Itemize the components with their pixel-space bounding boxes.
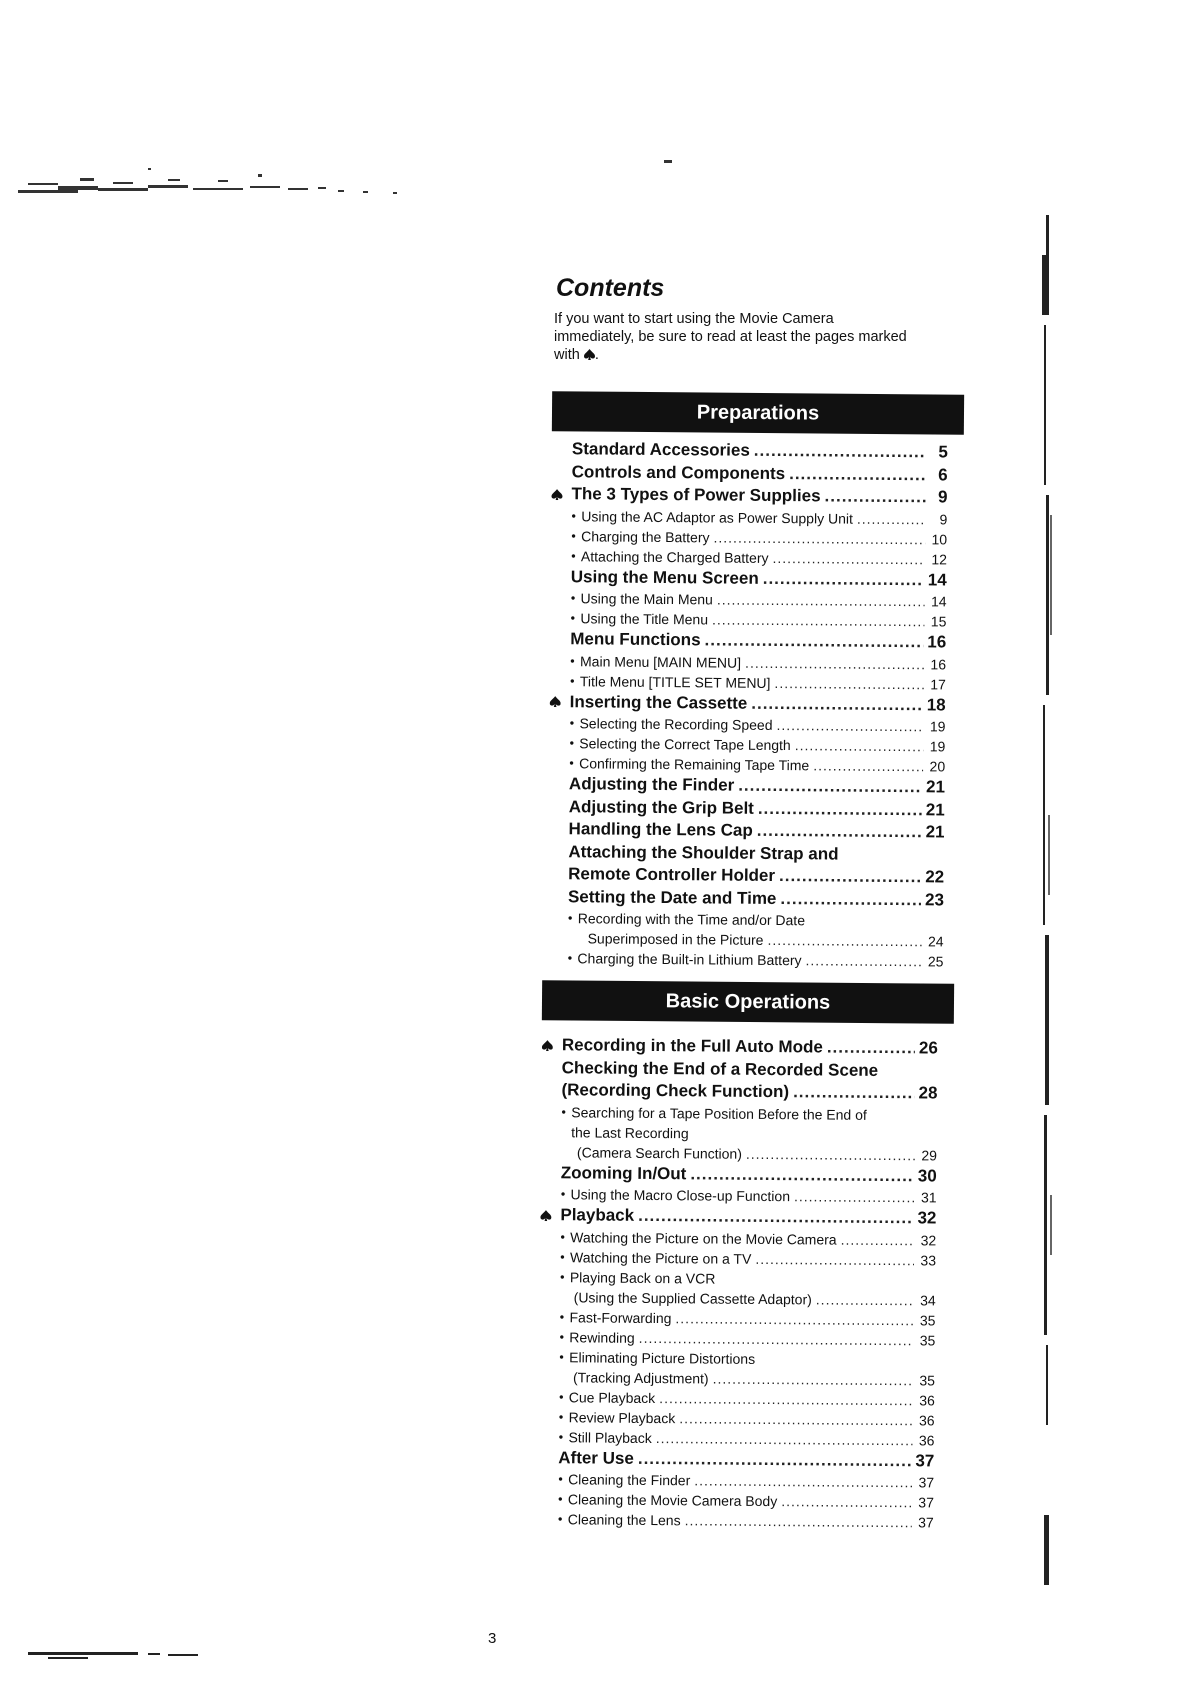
entry-page: 14 [927, 569, 947, 589]
entry-page: 29 [921, 1146, 938, 1163]
entry-page: 5 [938, 442, 948, 462]
entry-page: 36 [918, 1431, 935, 1448]
entry-page: 14 [930, 593, 947, 610]
toc-subentry[interactable] [534, 1509, 934, 1532]
entry-title: Inserting the Cassette [569, 691, 748, 713]
entry-title: ● Watching the Picture on the Movie Camera [570, 1228, 837, 1248]
entry-title: ● Still Playback [568, 1428, 652, 1446]
entry-title: ● Cleaning the Finder [568, 1471, 691, 1489]
entry-page: 21 [925, 822, 945, 842]
page-number: 3 [488, 1630, 497, 1647]
entry-page: 6 [938, 464, 948, 484]
entry-page: 32 [917, 1208, 937, 1228]
entry-page: 21 [925, 777, 946, 797]
entry-title: (Using the Supplied Cassette Adaptor) [573, 1288, 812, 1307]
entry-page: 10 [931, 530, 948, 547]
page-title: Contents [556, 274, 665, 302]
toc-entry[interactable] [544, 840, 944, 888]
entry-page: 21 [925, 799, 945, 819]
entry-title-line-1: Attaching the Shoulder Strap and [568, 841, 839, 864]
entry-title: Playback [560, 1205, 635, 1225]
entry-title: Setting the Date and Time [567, 886, 777, 908]
entry-title: ● Using the Macro Close-up Function [570, 1186, 791, 1205]
entry-page: 31 [920, 1189, 937, 1206]
entry-page: 16 [930, 655, 947, 672]
section-header-basic-operations: Basic Operations [542, 980, 954, 1024]
toc-subentry[interactable] [543, 948, 943, 971]
entry-page: 33 [920, 1251, 937, 1268]
entry-page: 35 [919, 1311, 936, 1328]
entry-title: ● Title Menu [TITLE SET MENU] [579, 672, 771, 691]
entry-page: 23 [924, 889, 945, 909]
spade-marker-icon [584, 349, 595, 360]
entry-title: Controls and Components [571, 461, 786, 483]
entry-title: ● Using the Main Menu [580, 590, 713, 608]
entry-page: 37 [918, 1474, 935, 1491]
entry-page: 15 [930, 613, 947, 630]
entry-title: Zooming In/Out [560, 1162, 687, 1183]
entry-title: ● Fast-Forwarding [569, 1308, 672, 1326]
entry-page: 19 [929, 718, 946, 735]
entry-page: 37 [918, 1494, 934, 1511]
entry-page: 36 [918, 1411, 935, 1428]
entry-title-line-1: ● Eliminating Picture Distortions [569, 1348, 756, 1367]
entry-title: Handling the Lens Cap [568, 819, 753, 840]
entry-page: 26 [918, 1038, 938, 1058]
toc-subentry[interactable] [535, 1346, 935, 1389]
entry-title: (Recording Check Function) [561, 1080, 790, 1102]
entry-title: ● Cleaning the Movie Camera Body [567, 1491, 778, 1510]
entry-title: ● Using the Title Menu [580, 610, 709, 628]
entry-title: (Camera Search Function) [576, 1143, 742, 1162]
toc-preparations [543, 438, 948, 971]
entry-title: (Tracking Adjustment) [572, 1368, 709, 1387]
entry-title: ● Cue Playback [568, 1388, 656, 1406]
entry-page: 16 [927, 632, 947, 652]
entry-page: 18 [926, 694, 946, 714]
toc-subentry[interactable] [544, 908, 944, 951]
entry-title: Recording in the Full Auto Mode [561, 1035, 823, 1057]
entry-page: 19 [929, 738, 946, 755]
entry-page: 9 [939, 510, 948, 527]
entry-page: 9 [937, 487, 948, 507]
spade-marker-icon [551, 489, 562, 500]
entry-page: 37 [915, 1450, 935, 1470]
entry-title: Remote Controller Holder [568, 864, 776, 885]
intro-line-3: with [554, 347, 580, 363]
entry-page: 36 [919, 1391, 935, 1408]
entry-title: The 3 Types of Power Supplies [571, 484, 821, 506]
entry-page: 37 [918, 1514, 934, 1531]
entry-title: ● Watching the Picture on a TV [569, 1248, 752, 1267]
entry-page: 20 [929, 758, 946, 775]
toc-subentry[interactable] [537, 1101, 938, 1164]
scan-noise-top [18, 168, 408, 202]
scan-noise-bottom [28, 1648, 228, 1662]
entry-page: 17 [930, 675, 946, 692]
intro-end: . [594, 347, 599, 363]
spade-marker-icon [549, 696, 560, 707]
entry-title: Menu Functions [570, 629, 701, 650]
entry-title-line-1: ● Searching for a Tape Position Before the End of [571, 1103, 867, 1123]
entry-title: Adjusting the Grip Belt [568, 796, 754, 818]
entry-title: ● Selecting the Recording Speed [579, 715, 773, 733]
entry-page: 25 [927, 953, 944, 970]
entry-page: 34 [920, 1291, 936, 1308]
entry-title: ● Cleaning the Lens [567, 1511, 681, 1529]
entry-title: ● Selecting the Correct Tape Length [579, 735, 791, 754]
entry-title: ● Review Playback [568, 1408, 676, 1426]
spade-marker-icon [541, 1040, 552, 1051]
entry-page: 12 [931, 550, 948, 567]
entry-title: ● Using the AC Adaptor as Power Supply Unit [581, 507, 853, 527]
entry-title: ● Confirming the Remaining Tape Time [579, 755, 810, 774]
scan-dash-top [664, 160, 672, 164]
toc-basic-operations [534, 1034, 938, 1532]
scan-edge-strip [1030, 215, 1058, 1675]
entry-page: 28 [918, 1083, 938, 1103]
entry-title: Superimposed in the Picture [587, 930, 764, 948]
entry-page: 22 [925, 867, 945, 887]
toc-subentry[interactable] [536, 1266, 936, 1309]
entry-title-line-1: Checking the End of a Recorded Scene [561, 1057, 879, 1080]
entry-title: After Use [558, 1447, 634, 1468]
toc-entry[interactable] [537, 1056, 937, 1104]
entry-page: 35 [919, 1371, 936, 1388]
intro-line-1: If you want to start using the Movie Camera [554, 311, 834, 327]
entry-title-line-2: the Last Recording [571, 1123, 689, 1141]
entry-title: ● Main Menu [MAIN MENU] [579, 652, 742, 671]
entry-page: 24 [927, 933, 944, 950]
entry-page: 32 [920, 1231, 937, 1248]
intro-text [554, 310, 964, 364]
entry-title-line-1: ● Playing Back on a VCR [569, 1268, 716, 1287]
entry-title: Standard Accessories [571, 439, 750, 460]
entry-title: ● Rewinding [569, 1328, 635, 1346]
entry-title: ● Attaching the Charged Battery [580, 547, 769, 566]
section-header-preparations: Preparations [552, 391, 964, 435]
entry-page: 30 [917, 1165, 937, 1185]
spade-marker-icon [540, 1210, 551, 1221]
entry-title: Using the Menu Screen [570, 566, 759, 588]
entry-title-line-1: ● Recording with the Time and/or Date [577, 910, 806, 929]
intro-line-2: immediately, be sure to read at least the pages marked [554, 329, 907, 345]
entry-title: ● Charging the Battery [581, 527, 710, 545]
entry-page: 35 [919, 1331, 936, 1348]
entry-title: ● Charging the Built-in Lithium Battery [577, 950, 802, 969]
entry-title: Adjusting the Finder [568, 774, 735, 795]
